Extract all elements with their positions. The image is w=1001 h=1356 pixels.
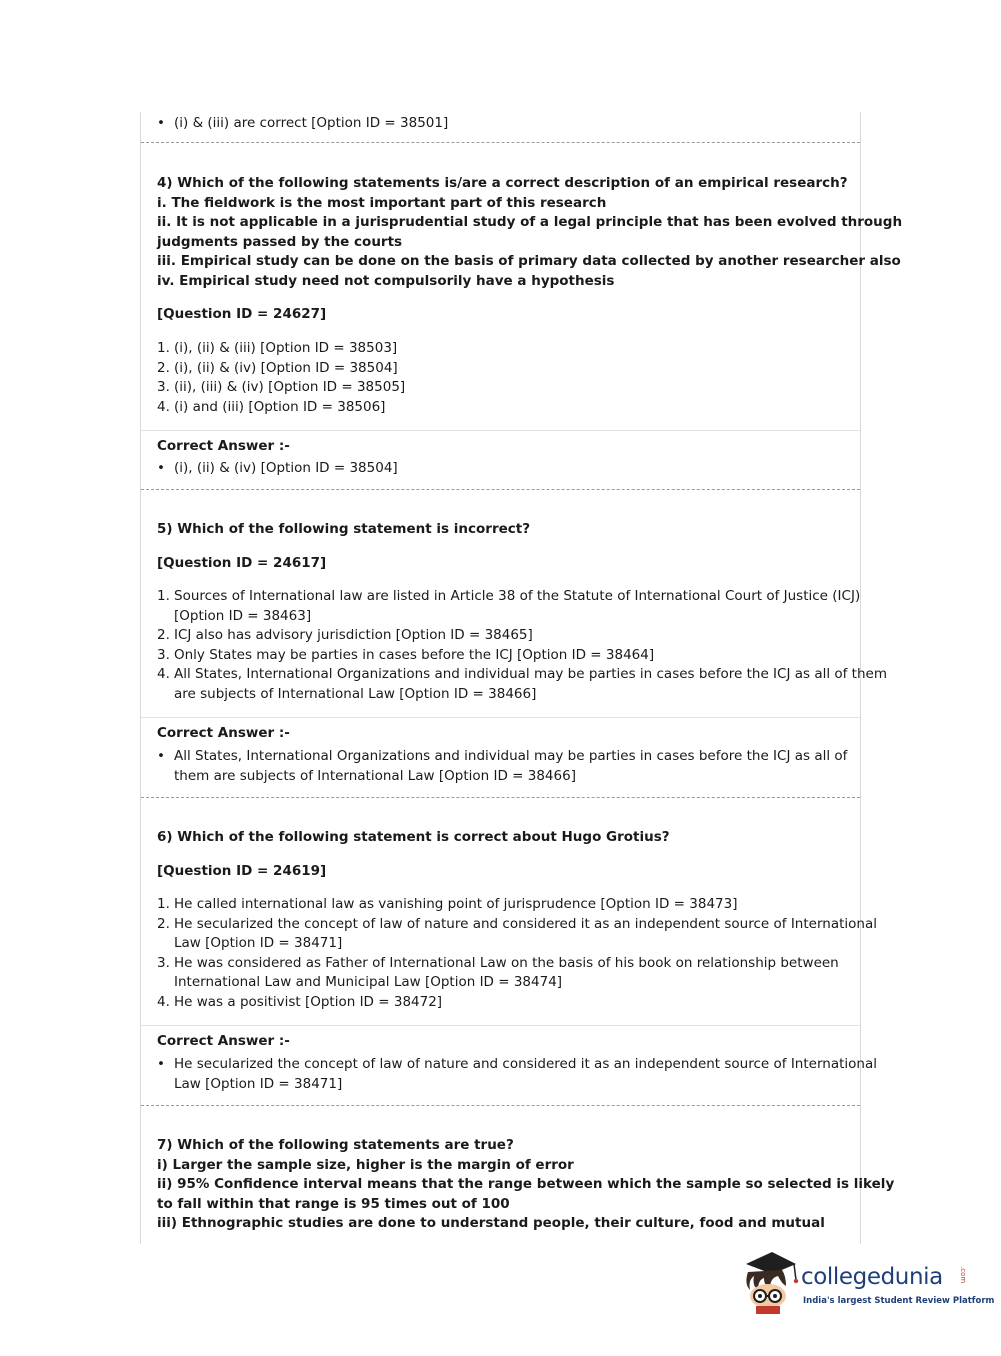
- collegedunia-logo[interactable]: [738, 1250, 995, 1316]
- logo-tagline: India's largest Student Review Platform: [803, 1296, 995, 1306]
- q5-answer: • All States, International Organizations and individual may be parties in cases before the ICJ as all of them are subjects of International Law [Option ID = 38466]: [157, 747, 847, 786]
- q6-question-id: [Question ID = 24619]: [157, 863, 327, 879]
- q4-option: 2. (i), (ii) & (iv) [Option ID = 38504]: [157, 359, 398, 376]
- logo-domain: .com: [959, 1266, 967, 1284]
- q6-answer-label: Correct Answer :-: [157, 1033, 290, 1049]
- q5-option: 2. ICJ also has advisory jurisdiction [Option ID = 38465]: [157, 627, 533, 643]
- divider: [141, 489, 860, 490]
- q4-option: 1. (i), (ii) & (iii) [Option ID = 38503]: [157, 340, 398, 356]
- q6-option: 4. He was a positivist [Option ID = 38472]: [157, 993, 443, 1010]
- q6-option: 1. He called international law as vanishing point of jurisprudence [Option ID = 38473]: [157, 896, 738, 912]
- q6-title: 6) Which of the following statement is correct about Hugo Grotius?: [157, 829, 670, 845]
- q6-answer: • He secularized the concept of law of nature and considered it as an independent source of International Law [Option ID = 38471]: [157, 1055, 877, 1094]
- q4-question-id: [Question ID = 24627]: [157, 306, 327, 322]
- document-frame: [140, 112, 903, 1244]
- previous-answer: • (i) & (iii) are correct [Option ID = 38501]: [157, 114, 448, 134]
- q7-stmt: iii) Ethnographic studies are done to understand people, their culture, food and mutual: [157, 1215, 825, 1231]
- q4-option: 4. (i) and (iii) [Option ID = 38506]: [157, 398, 386, 415]
- divider: [141, 797, 860, 798]
- section-divider: [141, 1025, 860, 1026]
- q5-question-id: [Question ID = 24617]: [157, 555, 327, 571]
- section-divider: [141, 430, 860, 431]
- q6-option: 3. He was considered as Father of International Law on the basis of his book on relationship between International Law and Municipal Law [Option ID = 38474]: [157, 954, 839, 990]
- q4-stmt: i. The fieldwork is the most important part of this research: [157, 194, 607, 211]
- q4-title: 4) Which of the following statements is/are a correct description of an empirical research?: [157, 175, 848, 191]
- q7-stmt: to fall within that range is 95 times out of 100: [157, 1195, 510, 1212]
- divider: [141, 1105, 860, 1106]
- q4-answer: • (i), (ii) & (iv) [Option ID = 38504]: [157, 459, 398, 479]
- q4-stmt: ii. It is not applicable in a jurisprudential study of a legal principle that has been evolved through: [157, 214, 903, 230]
- mascot-icon: [738, 1250, 800, 1316]
- q5-option: 1. Sources of International law are listed in Article 38 of the Statute of International Court of Justice (ICJ) [Option ID = 38463]: [157, 588, 861, 624]
- q7-stmt: ii) 95% Confidence interval means that the range between which the sample so selected is likely: [157, 1176, 895, 1192]
- q5-option: 3. Only States may be parties in cases before the ICJ [Option ID = 38464]: [157, 646, 655, 663]
- q6-option: 2. He secularized the concept of law of nature and considered it as an independent source of International Law [Option ID = 38471]: [157, 915, 877, 951]
- section-divider: [141, 717, 860, 718]
- logo-wordmark: collegedunia: [801, 1264, 943, 1290]
- q5-title: 5) Which of the following statement is incorrect?: [157, 521, 531, 537]
- q4-option: 3. (ii), (iii) & (iv) [Option ID = 38505]: [157, 379, 406, 395]
- q7-stmt: i) Larger the sample size, higher is the margin of error: [157, 1156, 574, 1173]
- q4-stmt: iv. Empirical study need not compulsorily have a hypothesis: [157, 272, 615, 289]
- q4-answer-label: Correct Answer :-: [157, 438, 290, 454]
- q4-stmt: iii. Empirical study can be done on the basis of primary data collected by another researcher also: [157, 253, 901, 269]
- q7-title: 7) Which of the following statements are true?: [157, 1137, 514, 1153]
- q5-option: 4. All States, International Organizations and individual may be parties in cases before the ICJ as all of them are subjects of International Law [Option ID = 38466]: [157, 666, 887, 702]
- q4-stmt: judgments passed by the courts: [157, 233, 403, 250]
- divider: [141, 142, 860, 143]
- q5-answer-label: Correct Answer :-: [157, 725, 290, 741]
